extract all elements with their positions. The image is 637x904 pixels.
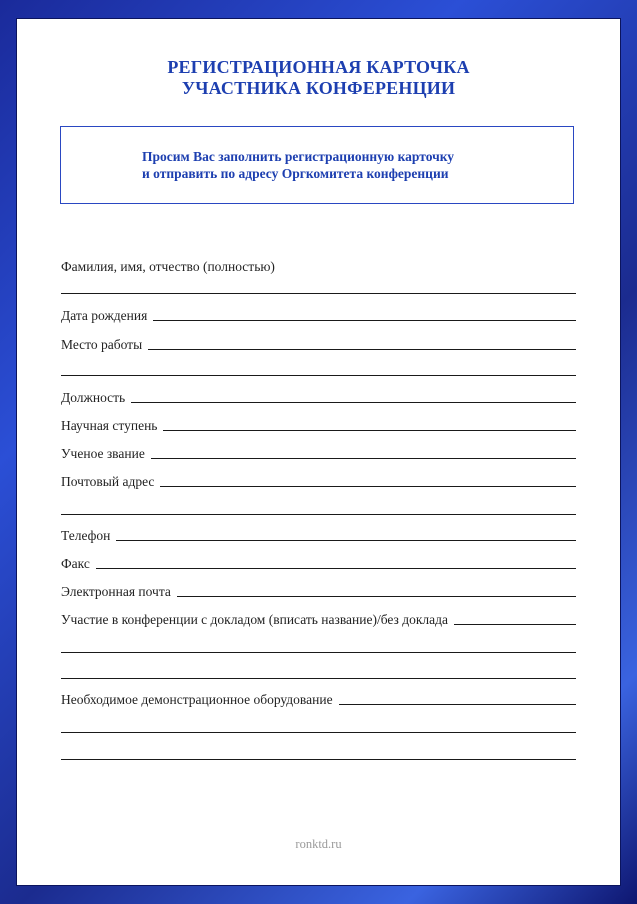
- equipment-row: [61, 688, 576, 708]
- participation-field-extra-1[interactable]: [61, 652, 576, 653]
- fax-label: Факс: [61, 556, 90, 571]
- postal-address-label: Почтовый адрес: [61, 474, 155, 489]
- participation-field-extra-2[interactable]: [61, 678, 576, 679]
- equipment-label: Необходимое демонстрационное оборудование: [61, 692, 333, 707]
- title-line-2: УЧАСТНИКА КОНФЕРЕНЦИИ: [181, 78, 456, 98]
- equipment-field[interactable]: [339, 704, 576, 705]
- academic-title-row: [61, 442, 576, 462]
- instruction-line-2: и отправить по адресу Оргкомитета конференции: [142, 166, 449, 181]
- instruction-box: [60, 126, 574, 204]
- workplace-row: [61, 333, 576, 353]
- postal-address-row: [61, 470, 576, 490]
- instruction-line-1: Просим Вас заполнить регистрационную карточку: [142, 149, 455, 164]
- position-row: [61, 386, 576, 406]
- equipment-field-extra-2[interactable]: [61, 759, 576, 760]
- degree-field[interactable]: [163, 430, 576, 431]
- participation-row: [61, 608, 576, 628]
- phone-field[interactable]: [116, 540, 576, 541]
- participation-label: Участие в конференции с докладом (вписать название)/без доклада: [61, 612, 449, 627]
- academic-title-field[interactable]: [151, 458, 576, 459]
- email-label: Электронная почта: [61, 584, 171, 599]
- degree-row: [61, 414, 576, 434]
- full-name-field[interactable]: [61, 293, 576, 294]
- position-label: Должность: [61, 390, 126, 405]
- postal-address-field[interactable]: [160, 486, 576, 487]
- position-field[interactable]: [131, 402, 576, 403]
- page-title: [17, 57, 620, 99]
- fax-row: [61, 552, 576, 572]
- birth-date-row: [61, 304, 576, 324]
- workplace-label: Место работы: [61, 337, 143, 352]
- workplace-field-extra[interactable]: [61, 375, 576, 376]
- workplace-field[interactable]: [148, 349, 576, 350]
- fax-field[interactable]: [96, 568, 576, 569]
- academic-title-label: Ученое звание: [61, 446, 145, 461]
- phone-label: Телефон: [61, 528, 111, 543]
- participation-field[interactable]: [454, 624, 576, 625]
- phone-row: [61, 524, 576, 544]
- degree-label: Научная ступень: [61, 418, 158, 433]
- full-name-label: Фамилия, имя, отчество (полностью): [61, 259, 275, 274]
- postal-address-field-extra[interactable]: [61, 514, 576, 515]
- birth-date-label: Дата рождения: [61, 308, 148, 323]
- email-row: [61, 580, 576, 600]
- title-line-1: РЕГИСТРАЦИОННАЯ КАРТОЧКА: [167, 57, 470, 77]
- site-watermark: ronktd.ru: [295, 837, 342, 851]
- registration-card: [17, 19, 620, 885]
- birth-date-field[interactable]: [153, 320, 576, 321]
- equipment-field-extra-1[interactable]: [61, 732, 576, 733]
- email-field[interactable]: [177, 596, 576, 597]
